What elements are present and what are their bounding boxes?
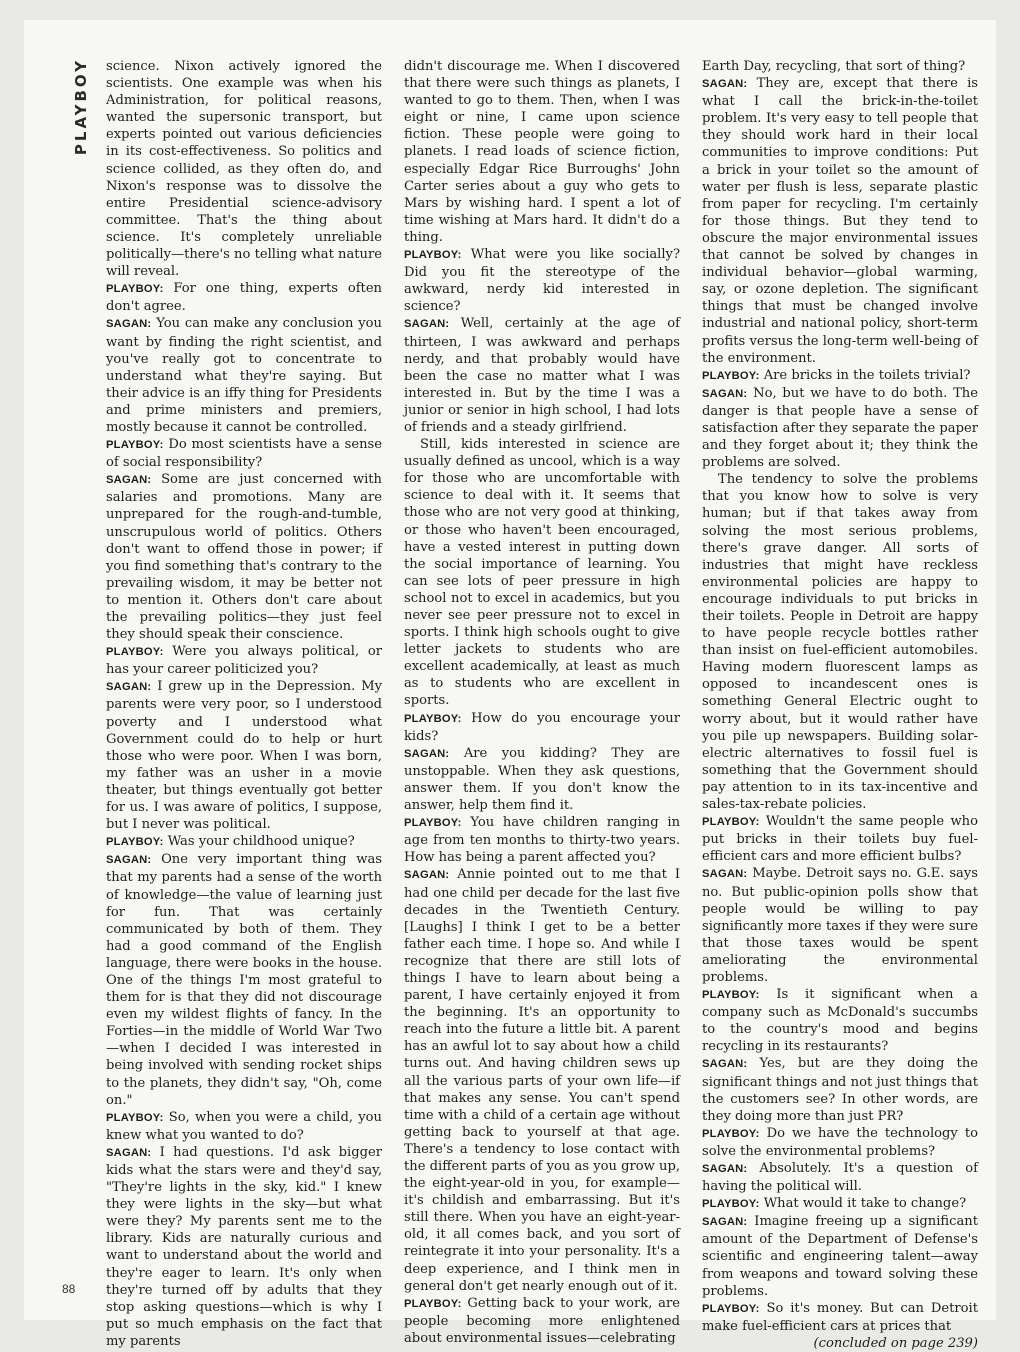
speaker-label: PLAYBOY: [702,1198,760,1211]
speaker-label: PLAYBOY: [106,1111,164,1124]
speaker-label: SAGAN: [106,474,152,487]
paragraph [106,1109,382,1144]
speaker-label: PLAYBOY: [106,439,164,452]
paragraph [106,436,382,471]
paragraph [404,1295,680,1347]
paragraph-text: Well, certainly at the age of thirteen, I was awkward and perhaps nerdy, and that probably would have been the case no matter what I was interested in. But by the time I was a junior or senior in high school, I had lots of friends and a steady girlfriend. [404,316,680,435]
paragraph [106,643,382,678]
magazine-page [24,20,996,1351]
speaker-label: PLAYBOY: [404,817,462,830]
paragraph-text: Wouldn't the same people who put bricks in their toilets buy fuel-efficient cars and more efficient bulbs? [702,814,978,865]
speaker-label: PLAYBOY: [106,646,164,659]
paragraph [702,75,978,367]
paragraph-text: Still, kids interested in science are usually defined as uncool, which is a way for those who are uncomfortable with science to deal with it. It seems that those who are not very good at thinking, or those who haven't been encouraged, have a vested interest in putting down the social importance of learning. You can see lots of peer pressure in high school not to excel in academics, but you never see peer pressure not to excel in sports. I think high schools ought to give letter jackets to students who are excellent academically, at least as much as to students who are excellent in sports. [404,437,680,709]
speaker-label: SAGAN: [404,747,450,760]
paragraph-text: Were you always political, or has your career politicized you? [106,644,382,678]
paragraph [106,280,382,315]
speaker-label: SAGAN: [404,318,450,331]
paragraph [702,471,978,813]
speaker-label: SAGAN: [702,78,748,91]
paragraph-text: science. Nixon actively ignored the scientists. One example was when his Administration, for political reasons, wanted the supersonic transport, but experts pointed out various deficiencies in its cost-effectiveness. So politics and science collided, as they often do, and Nixon's response was to dissolve the entire Presidential science-advisory committee. That's the thing about science. It's completely unreliable politically—there's no telling what nature will reveal. [106,59,382,280]
paragraph-text: You have children ranging in age from ten months to thirty-two years. How has being a parent affected you? [404,815,680,866]
paragraph-text: Yes, but are they doing the significant things and not just things that the customers see? In other words, are they doing more than just PR? [702,1056,978,1124]
paragraph [404,315,680,436]
paragraph-text: You can make any conclusion you want by finding the right scientist, and you've really got to concentrate to understand what they're saying. But their advice is an iffy thing for Presidents and prime ministers and premiers, mostly because it cannot be controlled. [106,316,382,435]
paragraph-text: Was your childhood unique? [167,834,355,850]
speaker-label: PLAYBOY: [702,1302,760,1315]
paragraph [404,710,680,745]
paragraph-text: Are bricks in the toilets trivial? [763,367,971,383]
paragraph [404,814,680,866]
paragraph [702,58,978,75]
paragraph-text: Some are just concerned with salaries and promotions. Many are unprepared for the rough-and-tumble, unscrupulous world of politics. Others don't want to offend those in power; if you find something that's contrary to the prevailing wisdom, it may be better not to mention it. Others don't care about the prevailing politics—they just feel they should speak their conscience. [106,472,382,643]
paragraph-text: So, when you were a child, you knew what you wanted to do? [106,1109,382,1143]
paragraph [106,833,382,851]
paragraph-text: Earth Day, recycling, that sort of thing? [702,59,966,74]
paragraph [106,471,382,643]
speaker-label: SAGAN: [106,1146,152,1159]
paragraph-text: What would it take to change? [763,1196,967,1212]
speaker-label: SAGAN: [702,1163,748,1175]
speaker-label: PLAYBOY: [106,836,164,849]
speaker-label: PLAYBOY: [702,816,760,829]
paragraph [106,315,382,436]
speaker-label: PLAYBOY: [702,989,760,1002]
paragraph [702,1125,978,1160]
paragraph [702,1300,978,1335]
paragraph [404,246,680,315]
paragraph-text: What were you like socially? Did you fit the stereotype of the awkward, nerdy kid interested in science? [404,247,680,315]
paragraph-text: So it's money. But can Detroit make fuel-efficient cars at prices that [702,1300,978,1334]
paragraph-text: They are, except that there is what I call the brick-in-the-toilet problem. It's very easy to tell people that they should work hard in their local communities to improve conditions: Put a brick in your toilet so the amount of water per flush is less, separate plastic from paper for recycling. I'm certainly for those things. But they tend to obscure the major environmental issues that cannot be solved by changes in individual behavior—global warming, say, or ozone depletion. The significant things that must be changed involve industrial and national policy, short-term profits versus the long-term well-being of the environment. [702,76,978,366]
speaker-label: SAGAN: [404,869,450,882]
paragraph [702,385,978,471]
speaker-label: PLAYBOY: [702,1127,760,1140]
paragraph-text: Is it significant when a company such as McDonald's succumbs to the country's mood and begins recycling in its restaurants? [702,987,978,1055]
text-column-3 [702,58,978,1351]
speaker-label: PLAYBOY: [404,712,462,725]
running-header: PLAYBOY [72,58,90,156]
text-column-1 [106,58,382,1349]
speaker-label: PLAYBOY: [702,369,760,382]
paragraph-text: One very important thing was that my parents had a sense of the worth of knowledge—the value of learning just for fun. That was certainly communicated by both of them. They had a good command of the English language, there were books in the house. One of the things I'm most grateful to them for is that they did not discourage even my wildest flights of fancy. In the Forties—in the middle of World War Two—when I decided I was interested in being involved with sending rocket ships to the planets, they didn't say, "Oh, come on." [106,852,382,1108]
paragraph-text: For one thing, experts often don't agree. [106,281,382,315]
paragraph [404,436,680,710]
paragraph-text: How do you encourage your kids? [404,710,680,744]
paragraph [702,1055,978,1124]
paragraph [702,1160,978,1195]
speaker-label: PLAYBOY: [404,1297,462,1310]
paragraph [404,866,680,1294]
paragraph-text: The tendency to solve the problems that you know how to solve is very human; but if that takes away from solving the most serious problems, there's grave danger. All sorts of industries that might have reckless environmental policies are happy to encourage individuals to put bricks in their toilets. People in Detroit are happy to have people recycle bottles rather than insist on fuel-efficient automobiles. Having modern fluorescent lamps as opposed to incandescent ones is something General Electric ought to worry about, but it would rather have you pile up newspapers. Building solar-electric alternatives to fossil fuel is something that the Government should pay attention to in its tax-incentive and sales-tax-rebate policies. [702,472,978,813]
paragraph-text: Are you kidding? They are unstoppable. When they ask questions, answer them. If you don't know the answer, help them find it. [404,745,680,814]
paragraph [702,813,978,865]
paragraph-text: Getting back to your work, are people becoming more enlightened about environmental issues—celebrating [404,1295,680,1346]
continuation-note: (concluded on page 239) [813,1335,978,1351]
speaker-label: PLAYBOY: [404,249,462,262]
speaker-label: PLAYBOY: [106,283,164,296]
paragraph-text: Absolutely. It's a question of having the political will. [702,1161,978,1195]
paragraph [702,367,978,385]
speaker-label: SAGAN: [702,868,748,881]
paragraph [702,1213,978,1299]
speaker-label: SAGAN: [106,318,152,331]
speaker-label: SAGAN: [702,387,748,400]
paragraph [702,986,978,1055]
paragraph-text: Do most scientists have a sense of social responsibility? [106,437,382,471]
page-number: 88 [62,1282,76,1296]
paragraph-text: I grew up in the Depression. My parents were very poor, so I understood poverty and I understood what Government could do to help or hurt those who were poor. When I was born, my father was an usher in a movie theater, but things eventually got better for us. I was aware of politics, I suppose, but I never was political. [106,679,382,833]
speaker-label: SAGAN: [106,681,152,694]
paragraph [404,58,680,246]
paragraph [702,865,978,986]
paragraph-text: No, but we have to do both. The danger is that people have a sense of satisfaction after they separate the paper and they forget about it; they think the problems are solved. [702,385,978,471]
speaker-label: SAGAN: [702,1216,748,1229]
paragraph [106,58,382,280]
paragraph-text: Annie pointed out to me that I had one child per decade for the last five decades in the Twentieth Century. [Laughs] I think I get to be a better father each time. I hope so. And while I recognize that there are still lots of things I have to learn about being a parent, I have certainly enjoyed it from the beginning. It's an opportunity to reach into the future a little bit. A parent has an awful lot to say about how a child turns out. And having children sews up all the various parts of your own life—if that makes any sense. You can't spend time with a child of a certain age without getting back to yourself at that age. There's a tendency to lose contact with the different parts of you as you grow up, the eight-year-old in you, for example—it's childish and embarrassing. But it's still there. When you have an eight-year-old, it all comes back, and you sort of reintegrate it into your personality. It's a deep experience, and I think men in general don't get nearly enough out of it. [404,867,680,1294]
paragraph [106,851,382,1108]
paragraph [404,745,680,814]
speaker-label: SAGAN: [702,1058,748,1071]
paragraph-text: Imagine freeing up a significant amount of the Department of Defense's scientific and engineering talent—away from weapons and toward solving these problems. [702,1214,978,1299]
text-column-2 [404,58,680,1346]
paragraph-text: I had questions. I'd ask bigger kids what the stars were and they'd say, "They're lights in the sky, kid." I knew they were lights in the sky—but what were they? My parents sent me to the library. Kids are naturally curious and want to understand about the world and they're eager to learn. It's only when they're turned off by adults that they stop asking questions—which is why I put so much emphasis on the fact that my parents [106,1144,382,1349]
paragraph [106,678,382,833]
paragraph-text: Do we have the technology to solve the environmental problems? [702,1125,978,1159]
paragraph-text: didn't discourage me. When I discovered that there were such things as planets, I wanted to go to them. Then, when I was eight or nine, I came upon science fiction. These people were going to planets. I read loads of science fiction, especially Edgar Rice Burroughs' John Carter series about a guy who gets to Mars by wishing hard. I spent a lot of time wishing at Mars hard. It didn't do a thing. [404,59,680,245]
paragraph [702,1195,978,1213]
paragraph [106,1144,382,1350]
speaker-label: SAGAN: [106,854,152,867]
paragraph-text: Maybe. Detroit says no. G.E. says no. But public-opinion polls show that people would be willing to pay significantly more taxes if they were sure that those taxes would be spent ameliorating the environmental problems. [702,866,978,985]
